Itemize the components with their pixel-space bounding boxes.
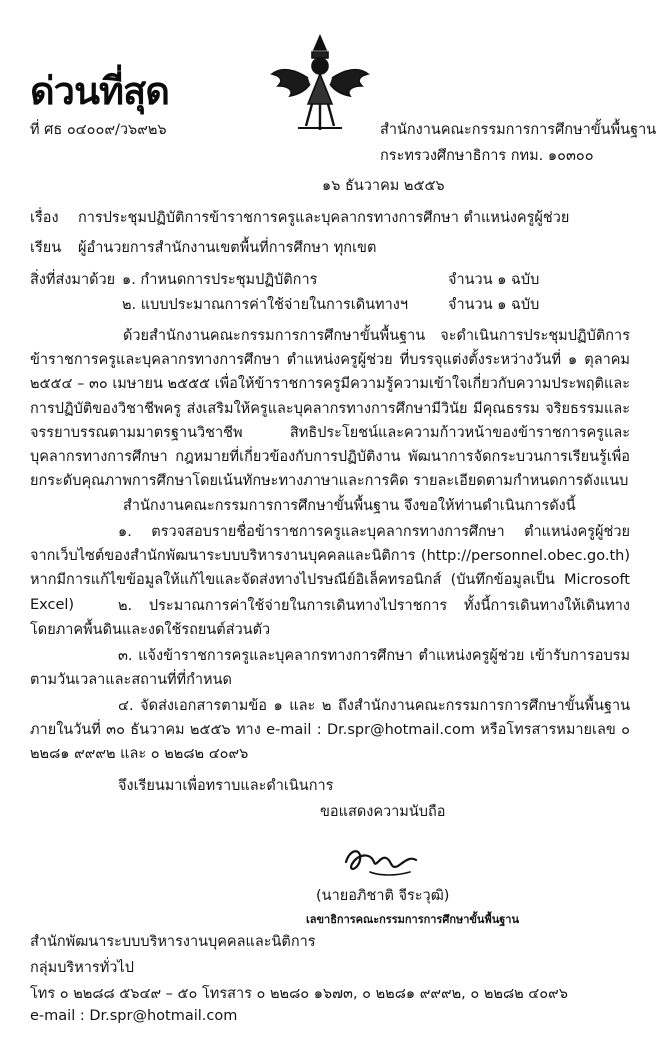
urgent-heading: ด่วนที่สุด bbox=[30, 69, 169, 113]
office-name: สำนักงานคณะกรรมการการศึกษาขั้นพื้นฐาน bbox=[380, 122, 657, 138]
subject-label: เรื่อง bbox=[30, 210, 59, 226]
footer-phone: โทร ๐ ๒๒๘๘ ๕๖๔๙ – ๕๐ โทรสาร ๐ ๒๒๘๐ ๑๖๗๓, ๐ ๒๒๘๑ ๙๙๙๒, ๐ ๒๒๘๒ ๔๐๙๖ bbox=[30, 986, 568, 1002]
instruction-item: ๑. ตรวจสอบรายชื่อข้าราชการครูและบุคลากรทางการศึกษา ตำแหน่งครูผู้ช่วย จากเว็บไซต์ของสำนักพัฒนาระบบบริหารงานบุคคลและนิติการ (http://personnel.obec.go.th) หากมีการแก้ไขข้อมูลให้แก้ไขและจัดส่งทางไปรษณีย์อิเล็คทรอนิกส์ (บันทึกข้อมูลเป็น Microsoft Excel) bbox=[30, 524, 630, 613]
letter-date: ๑๖ ธันวาคม ๒๕๕๖ bbox=[322, 178, 445, 194]
enclosure-quantity: จำนวน ๑ ฉบับ bbox=[448, 297, 540, 313]
handwritten-signature bbox=[340, 842, 420, 882]
instruction-item: ๔. จัดส่งเอกสารตามข้อ ๑ และ ๒ ถึงสำนักงานคณะกรรมการการศึกษาขั้นพื้นฐาน ภายในวันที่ ๓๐ ธันวาคม ๒๕๕๖ ทาง e-mail : Dr.spr@hotmail.com หรือโทรสารหมายเลข ๐ ๒๒๘๑ ๙๙๙๒ และ ๐ ๒๒๘๒ ๔๐๙๖ bbox=[30, 698, 630, 763]
body-paragraph: ด้วยสำนักงานคณะกรรมการการศึกษาขั้นพื้นฐาน จะดำเนินการประชุมปฏิบัติการข้าราชการครูและบุคลากรทางการศึกษา ตำแหน่งครูผู้ช่วย ที่บรรจุแต่งตั้งระหว่างวันที่ ๑ ตุลาคม ๒๕๕๔ – ๓๐ เมษายน ๒๕๕๕ เพื่อให้ข้าราชการครูมีความรู้ความเข้าใจเกี่ยวกับความประพฤติและการปฏิบัติของวิชาชีพครู ส่งเสริมให้ครูและบุคลากรทางการศึกษามีวินัย มีคุณธรรม จริยธรรมและจรรยาบรรณตามมาตรฐานวิชาชีพ สิทธิประโยชน์และความก้าวหน้าของข้าราชการครูและบุคลากรทางการศึกษา กฎหมายที่เกี่ยวข้องกับการปฏิบัติงาน พัฒนาการจัดกระบวนการเรียนรู้เพื่อยกระดับคุณภาพการศึกษาโดยเน้นทักษะทางภาษาและการคิด รายละเอียดตามกำหนดการดังแนบ bbox=[30, 328, 630, 490]
enclosure-quantity: จำนวน ๑ ฉบับ bbox=[448, 272, 540, 288]
garuda-emblem-icon bbox=[268, 30, 372, 134]
enclosures-label: สิ่งที่ส่งมาด้วย bbox=[30, 272, 116, 288]
signer-position: เลขาธิการคณะกรรมการการศึกษาขั้นพื้นฐาน bbox=[306, 913, 519, 926]
recipient-text: ผู้อำนวยการสำนักงานเขตพื้นที่การศึกษา ทุกเขต bbox=[78, 240, 377, 256]
instruction-item: ๓. แจ้งข้าราชการครูและบุคลากรทางการศึกษา ตำแหน่งครูผู้ช่วย เข้ารับการอบรมตามวันเวลาและสถานที่ที่กำหนด bbox=[30, 648, 630, 689]
footer-unit: สำนักพัฒนาระบบบริหารงานบุคคลและนิติการ bbox=[30, 934, 316, 950]
signer-name: (นายอภิชาติ จีระวุฒิ) bbox=[316, 888, 450, 904]
closing-line: จึงเรียนมาเพื่อทราบและดำเนินการ bbox=[118, 778, 334, 794]
footer-email: e-mail : Dr.spr@hotmail.com bbox=[30, 1008, 238, 1024]
enclosure-item: ๑. กำหนดการประชุมปฏิบัติการ bbox=[122, 272, 318, 288]
recipient-label: เรียน bbox=[30, 240, 62, 256]
recipient-line bbox=[30, 236, 376, 259]
enclosure-item: ๒. แบบประมาณการค่าใช้จ่ายในการเดินทางฯ bbox=[122, 297, 408, 313]
reference-number: ที่ ศธ ๐๔๐๐๙/ว๖๙๒๖ bbox=[30, 122, 167, 138]
body-paragraph: สำนักงานคณะกรรมการการศึกษาขั้นพื้นฐาน จึงขอให้ท่านดำเนินการดังนี้ bbox=[123, 498, 576, 514]
instruction-item: ๒. ประมาณการค่าใช้จ่ายในการเดินทางไปราชการ ทั้งนี้การเดินทางให้เดินทางโดยภาคพื้นดินและงดใช้รถยนต์ส่วนตัว bbox=[30, 598, 630, 639]
respect-line: ขอแสดงความนับถือ bbox=[320, 804, 446, 820]
footer-group: กลุ่มบริหารทั่วไป bbox=[30, 960, 134, 976]
subject-text: การประชุมปฏิบัติการข้าราชการครูและบุคลากรทางการศึกษา ตำแหน่งครูผู้ช่วย bbox=[78, 210, 570, 226]
office-address: กระทรวงศึกษาธิการ กทม. ๑๐๓๐๐ bbox=[380, 148, 594, 164]
subject-line bbox=[30, 206, 569, 229]
